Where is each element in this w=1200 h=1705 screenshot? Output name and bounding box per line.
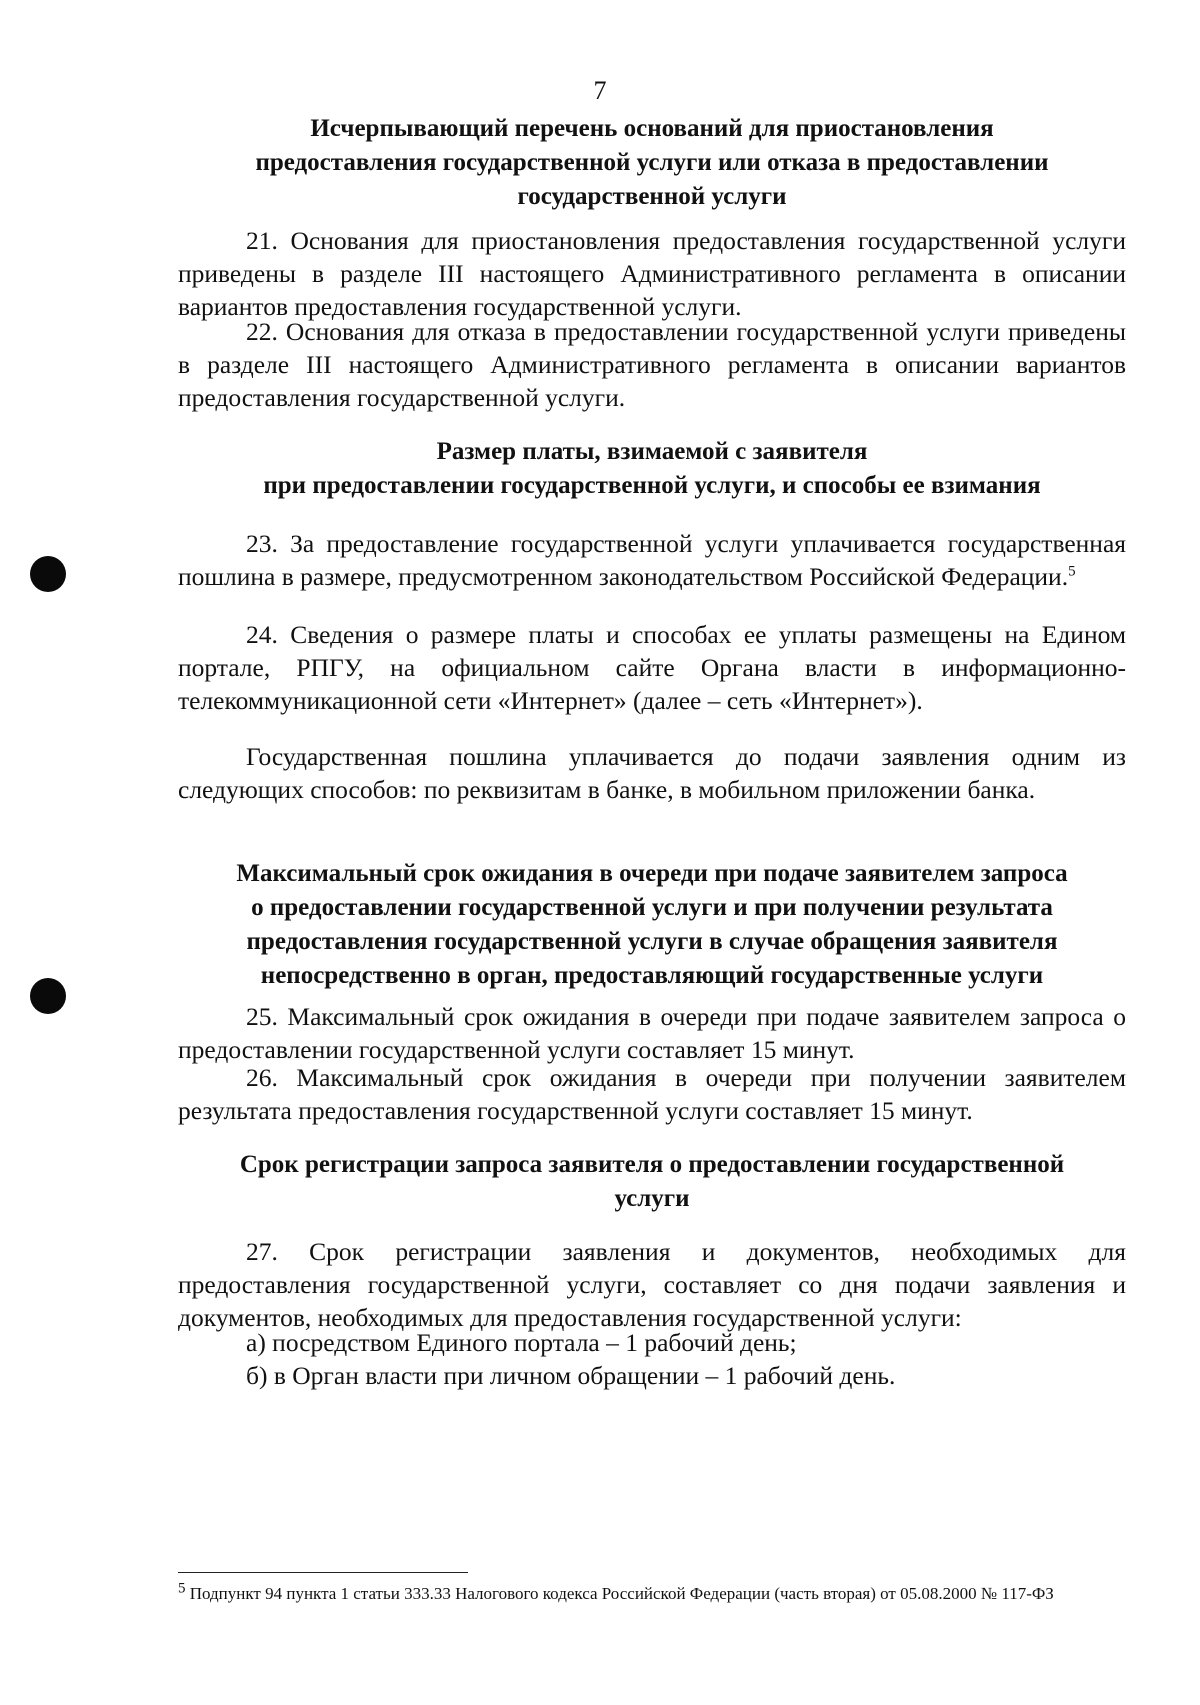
paragraph-26: 26. Максимальный срок ожидания в очереди при получении заявителем результата предоставления государственной услуги составляет 15 минут. [178,1063,1126,1125]
paragraph-fee-payment: Государственная пошлина уплачивается до подачи заявления одним из следующих способов: по реквизитам в банке, в мобильном приложении банка. [178,742,1126,804]
paragraph-25: 25. Максимальный срок ожидания в очереди при подаче заявителем запроса о предоставлении государственной услуги составляет 15 минут. [178,1002,1126,1064]
footnote-reference: 5 [1068,563,1076,580]
paragraph-22: 22. Основания для отказа в предоставлении государственной услуги приведены в разделе III настоящего Административного регламента в описании вариантов предоставления государственной услуги. [178,317,1126,412]
footnote-marker: 5 [178,1580,186,1597]
heading-line: Максимальный срок ожидания в очереди при подаче заявителем запроса [236,860,1068,887]
paragraph-27: 27. Срок регистрации заявления и документов, необходимых для предоставления государственной услуги, составляет со дня подачи заявления и документов, необходимых для предоставления государственной услуги: [178,1237,1126,1332]
heading-line: предоставления государственной услуги или отказа в предоставлении [255,149,1049,176]
punch-hole-bottom [30,978,66,1014]
list-item-b: б) в Орган власти при личном обращении – 1 рабочий день. [246,1361,896,1390]
heading-line: услуги [614,1185,690,1212]
heading-line: непосредственно в орган, предоставляющий государственные услуги [260,962,1044,989]
heading-line: при предоставлении государственной услуги, и способы ее взимания [263,472,1041,499]
heading-line: о предоставлении государственной услуги и при получении результата [251,894,1053,921]
list-item-a: а) посредством Единого портала – 1 рабочий день; [246,1328,797,1357]
page-number: 7 [593,76,607,105]
section-heading-fee [178,435,1126,503]
footnote-separator [178,1572,468,1573]
paragraph-24: 24. Сведения о размере платы и способах ее уплаты размещены на Едином портале, РПГУ, на официальном сайте Органа власти в информационно-телекоммуникационной сети «Интернет» (далее – сеть «Интернет»). [178,620,1126,715]
section-heading-registration [178,1148,1126,1216]
heading-line: Срок регистрации запроса заявителя о предоставлении государственной [239,1151,1065,1178]
paragraph-23-text: 23. За предоставление государственной услуги уплачивается государственная пошлина в размере, предусмотренном законодательством Российской Федерации. [178,529,1126,591]
paragraph-23 [178,527,1126,593]
footnote [178,1582,1126,1606]
paragraph-21: 21. Основания для приостановления предоставления государственной услуги приведены в разделе III настоящего Административного регламента в описании вариантов предоставления государственной услуги. [178,226,1126,321]
section-heading-grounds [178,112,1126,214]
heading-line: Исчерпывающий перечень оснований для приостановления [310,115,994,142]
section-heading-queue [178,857,1126,993]
heading-line: Размер платы, взимаемой с заявителя [436,438,868,465]
heading-line: государственной услуги [517,183,787,210]
heading-line: предоставления государственной услуги в случае обращения заявителя [246,928,1058,955]
footnote-text: Подпункт 94 пункта 1 статьи 333.33 Налогового кодекса Российской Федерации (часть вторая) от 05.08.2000 № 117-ФЗ [189,1584,1054,1603]
punch-hole-top [30,556,66,592]
